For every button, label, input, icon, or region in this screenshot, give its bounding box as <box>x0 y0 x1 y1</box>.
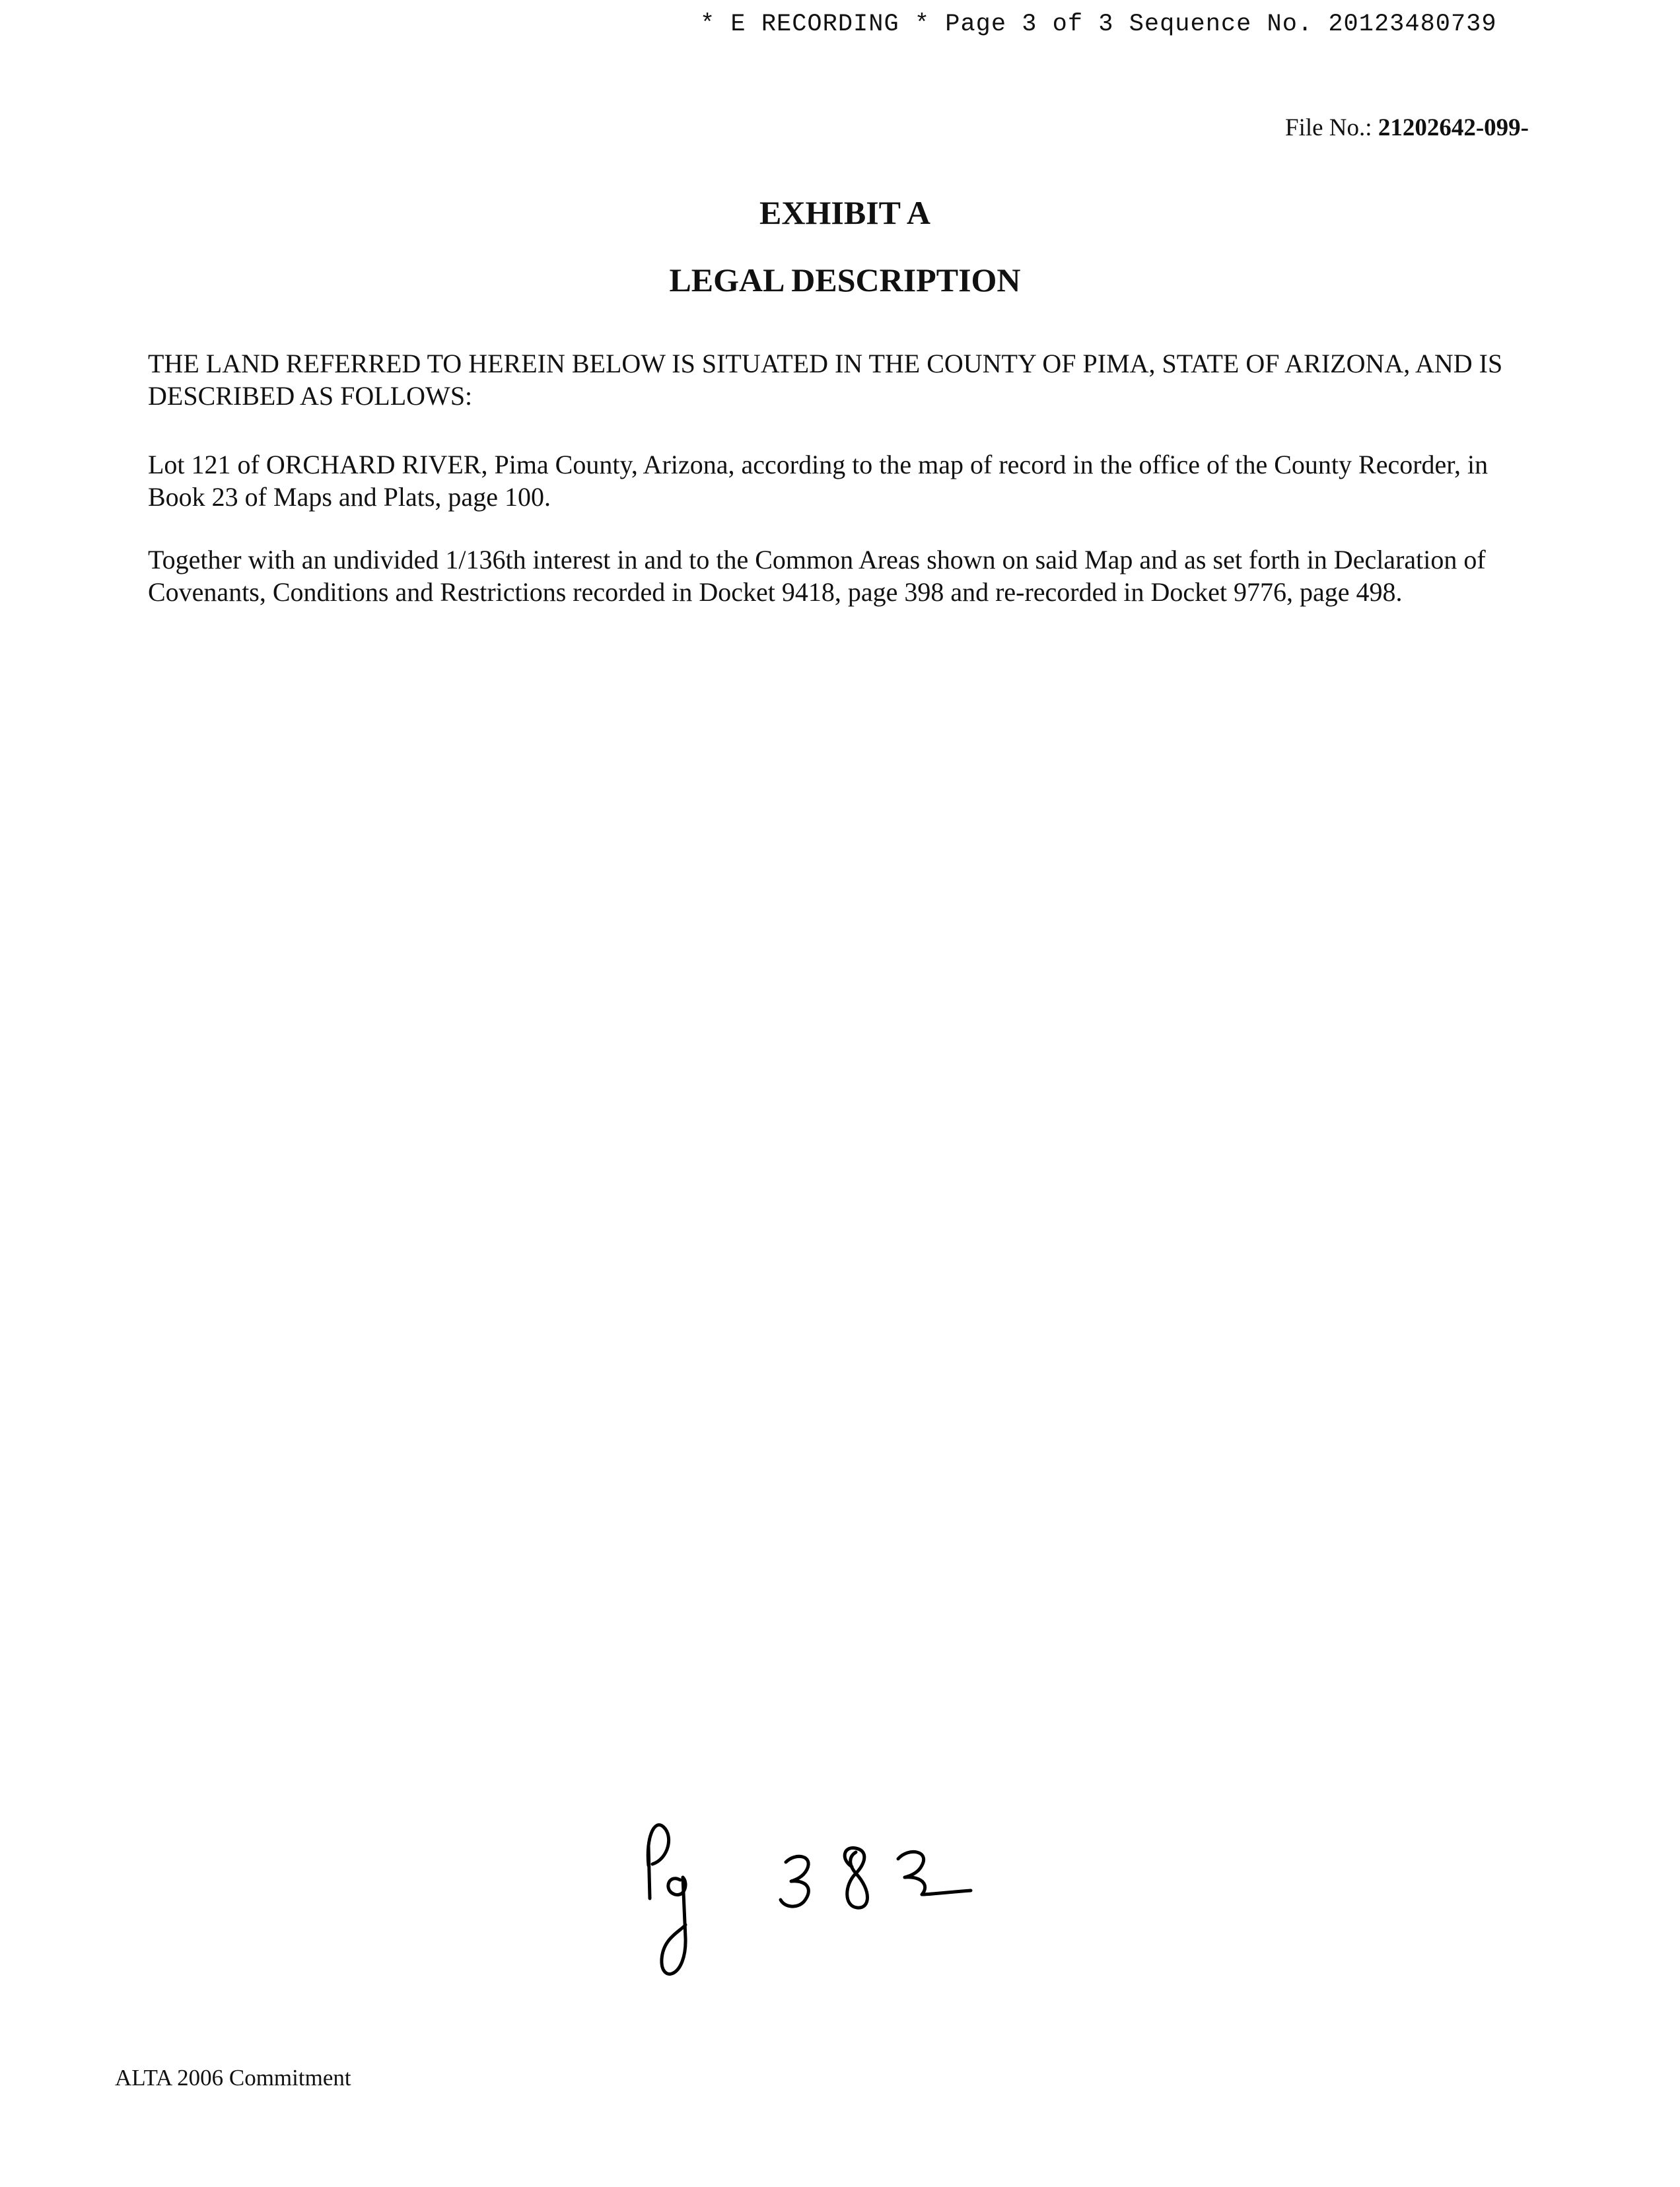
exhibit-title: EXHIBIT A <box>759 194 930 231</box>
intro-paragraph: THE LAND REFERRED TO HEREIN BELOW IS SITUATED IN THE COUNTY OF PIMA, STATE OF ARIZONA, AND IS DESCRIBED AS FOLLOWS: <box>148 349 1503 411</box>
file-number <box>1285 114 1529 142</box>
handwritten-page-note <box>634 1819 1030 2004</box>
lot-paragraph: Lot 121 of ORCHARD RIVER, Pima County, Arizona, according to the map of record in the office of the County Recorder, in Book 23 of Maps and Plats, page 100. <box>148 450 1488 512</box>
common-areas-paragraph: Together with an undivided 1/136th interest in and to the Common Areas shown on said Map and as set forth in Declaration of Covenants, Conditions and Restrictions recorded in Docket 9418, page 398 and re-recorded in Docket 9776, page 498. <box>148 545 1486 607</box>
legal-description-title: LEGAL DESCRIPTION <box>669 261 1021 298</box>
footer-text: ALTA 2006 Commitment <box>115 2065 351 2091</box>
recording-header: * E RECORDING * Page 3 of 3 Sequence No. 20123480739 <box>700 11 1497 38</box>
file-number-label: File No.: <box>1285 114 1372 141</box>
file-number-value: 21202642-099- <box>1378 114 1529 141</box>
